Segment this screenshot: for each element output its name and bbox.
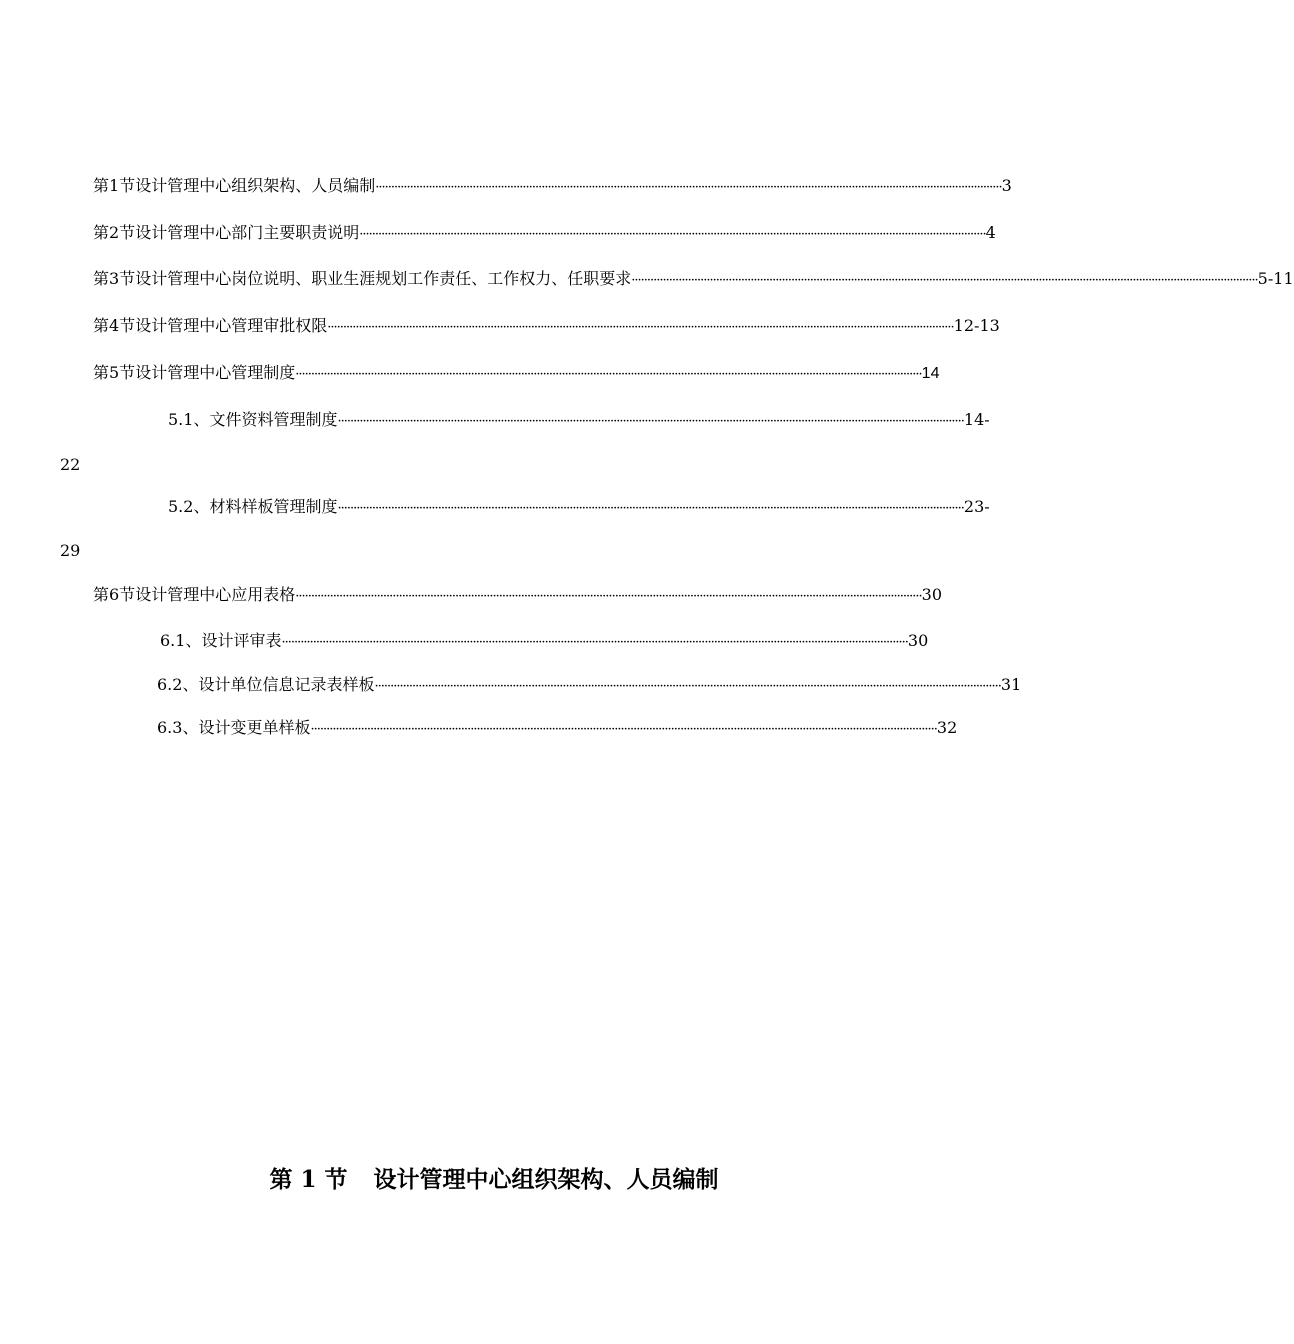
toc-entry-page: 14- bbox=[963, 410, 990, 429]
toc-entry-page: 30 bbox=[921, 585, 943, 604]
toc-entry-page: 30 bbox=[907, 631, 929, 650]
section-heading bbox=[0, 1166, 988, 1194]
toc-leader-dots: ········································································································································································································ bbox=[295, 367, 922, 382]
toc-entry-title: 设计管理中心管理制度 bbox=[135, 363, 296, 382]
toc-entry-page: 32 bbox=[936, 718, 958, 737]
toc-leader-dots: ········································································································································································································ bbox=[327, 320, 954, 335]
toc-entry-5-1[interactable] bbox=[168, 410, 990, 432]
toc-entry-title: 6.3、设计变更单样板 bbox=[157, 718, 311, 737]
toc-entry-number: 第1节 bbox=[93, 176, 136, 195]
toc-entry-1[interactable] bbox=[93, 176, 1012, 198]
toc-leader-dots: ········································································································································································································ bbox=[375, 180, 1002, 195]
toc-entry-title: 设计管理中心岗位说明、职业生涯规划工作责任、工作权力、任职要求 bbox=[135, 269, 632, 288]
toc-entry-number: 第4节 bbox=[93, 316, 136, 335]
toc-entry-number: 第6节 bbox=[93, 585, 136, 604]
toc-entry-title: 设计管理中心应用表格 bbox=[135, 585, 296, 604]
toc-entry-title: 设计管理中心部门主要职责说明 bbox=[135, 223, 360, 242]
section-heading-title: 设计管理中心组织架构、人员编制 bbox=[373, 1166, 719, 1193]
toc-entry-number: 第5节 bbox=[93, 363, 136, 382]
toc-entry-page: 3 bbox=[1001, 176, 1012, 195]
toc-entry-title: 6.1、设计评审表 bbox=[160, 631, 282, 650]
toc-leader-dots: ········································································································································································································ bbox=[310, 722, 937, 737]
section-heading-number: 第 1 节 bbox=[269, 1166, 348, 1193]
toc-leader-dots: ········································································································································································································ bbox=[281, 635, 908, 650]
toc-entry-6-3[interactable] bbox=[157, 718, 958, 740]
toc-entry-6-1[interactable] bbox=[160, 631, 929, 653]
toc-entry-3[interactable] bbox=[93, 269, 1294, 291]
toc-entry-page: 4 bbox=[985, 223, 996, 242]
toc-leader-dots: ········································································································································································································ bbox=[337, 501, 964, 516]
toc-entry-title: 设计管理中心组织架构、人员编制 bbox=[135, 176, 376, 195]
toc-entry-title: 5.2、材料样板管理制度 bbox=[168, 497, 338, 516]
toc-entry-page-continuation: 29 bbox=[60, 541, 81, 560]
toc-entry-page-continuation: 22 bbox=[60, 455, 81, 474]
toc-leader-dots: ········································································································································································································ bbox=[374, 679, 1001, 694]
toc-entry-page: 14 bbox=[921, 365, 940, 382]
toc-entry-4[interactable] bbox=[93, 316, 1000, 338]
toc-entry-title: 6.2、设计单位信息记录表样板 bbox=[157, 675, 375, 694]
toc-entry-page: 23- bbox=[963, 497, 990, 516]
toc-entry-page: 12-13 bbox=[953, 316, 1000, 335]
toc-entry-page: 31 bbox=[1000, 675, 1022, 694]
toc-leader-dots: ········································································································································································································ bbox=[295, 589, 922, 604]
toc-entry-number: 第2节 bbox=[93, 223, 136, 242]
toc-entry-page: 5-11 bbox=[1257, 269, 1294, 288]
toc-entry-2[interactable] bbox=[93, 223, 996, 245]
toc-entry-6-2[interactable] bbox=[157, 675, 1022, 697]
toc-leader-dots: ········································································································································································································ bbox=[337, 414, 964, 429]
toc-entry-5-2[interactable] bbox=[168, 497, 990, 519]
toc-leader-dots: ········································································································································································································ bbox=[631, 273, 1258, 288]
toc-entry-5[interactable] bbox=[93, 363, 940, 385]
toc-entry-title: 5.1、文件资料管理制度 bbox=[168, 410, 338, 429]
toc-entry-title: 设计管理中心管理审批权限 bbox=[135, 316, 328, 335]
toc-leader-dots: ········································································································································································································ bbox=[359, 227, 986, 242]
toc-entry-number: 第3节 bbox=[93, 269, 136, 288]
toc-entry-6[interactable] bbox=[93, 585, 943, 607]
